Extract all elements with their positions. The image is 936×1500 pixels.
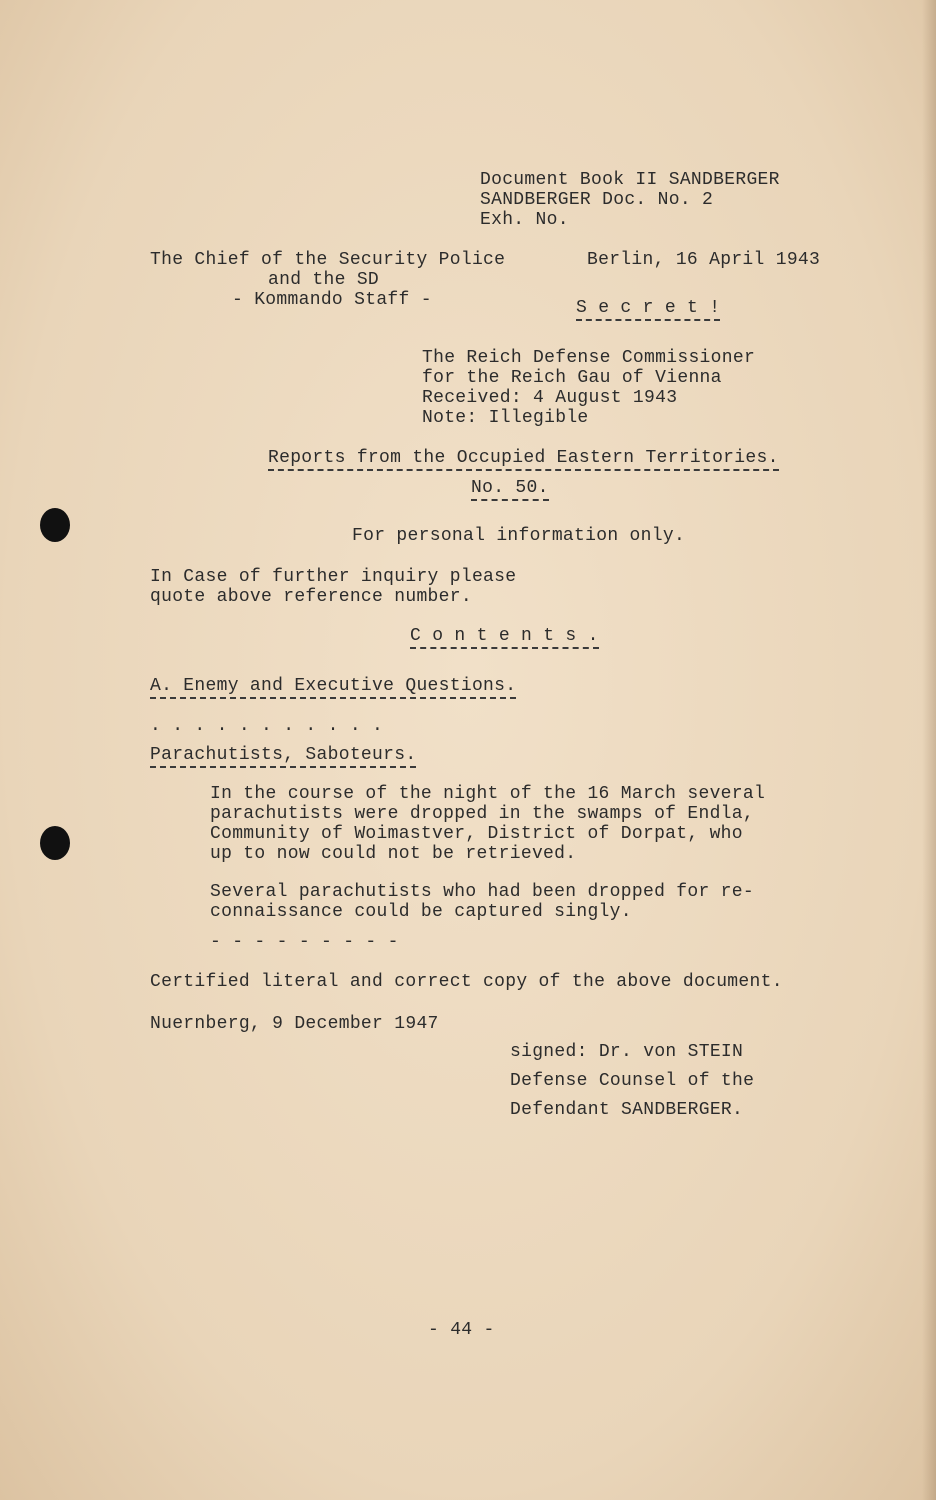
- page-edge-shadow: [922, 0, 936, 1500]
- place-date: Berlin, 16 April 1943: [587, 250, 821, 270]
- certification: Certified literal and correct copy of the above document.: [150, 972, 783, 992]
- omission-dots: . . . . . . . . . . .: [150, 716, 384, 736]
- receipt-line: The Reich Defense Commissioner: [422, 348, 756, 368]
- sender-line: The Chief of the Security Police: [150, 250, 506, 270]
- page-number: - 44 -: [428, 1320, 495, 1340]
- contents-heading: C o n t e n t s .: [410, 626, 599, 649]
- inquiry-line: quote above reference number.: [150, 587, 472, 607]
- reference-line: SANDBERGER Doc. No. 2: [480, 190, 714, 210]
- paragraph-line: In the course of the night of the 16 March several: [210, 784, 766, 804]
- signature-line: Defense Counsel of the: [510, 1071, 755, 1091]
- subsection-heading: Parachutists, Saboteurs.: [150, 745, 416, 768]
- reference-line: Document Book II SANDBERGER: [480, 170, 780, 190]
- receipt-line: Received: 4 August 1943: [422, 388, 678, 408]
- report-number: No. 50.: [471, 478, 549, 501]
- report-title: Reports from the Occupied Eastern Territories.: [268, 448, 779, 471]
- receipt-line: Note: Illegible: [422, 408, 589, 428]
- sender-line: and the SD: [268, 270, 380, 290]
- section-heading: A. Enemy and Executive Questions.: [150, 676, 516, 699]
- separator-line: - - - - - - - - -: [210, 932, 399, 952]
- punch-hole: [40, 508, 70, 542]
- paragraph-line: connaissance could be captured singly.: [210, 902, 632, 922]
- classification: S e c r e t !: [576, 298, 720, 321]
- punch-hole: [40, 826, 70, 860]
- signature-line: signed: Dr. von STEIN: [510, 1042, 744, 1062]
- signature-line: Defendant SANDBERGER.: [510, 1100, 744, 1120]
- paragraph-line: Several parachutists who had been dropped for re-: [210, 882, 754, 902]
- reference-line: Exh. No.: [480, 210, 569, 230]
- paragraph-line: Community of Woimastver, District of Dorpat, who: [210, 824, 743, 844]
- receipt-line: for the Reich Gau of Vienna: [422, 368, 722, 388]
- paragraph-line: up to now could not be retrieved.: [210, 844, 577, 864]
- paragraph-line: parachutists were dropped in the swamps of Endla,: [210, 804, 754, 824]
- certification-place-date: Nuernberg, 9 December 1947: [150, 1014, 439, 1034]
- sender-line: - Kommando Staff -: [232, 290, 432, 310]
- inquiry-line: In Case of further inquiry please: [150, 567, 517, 587]
- personal-note: For personal information only.: [352, 526, 686, 546]
